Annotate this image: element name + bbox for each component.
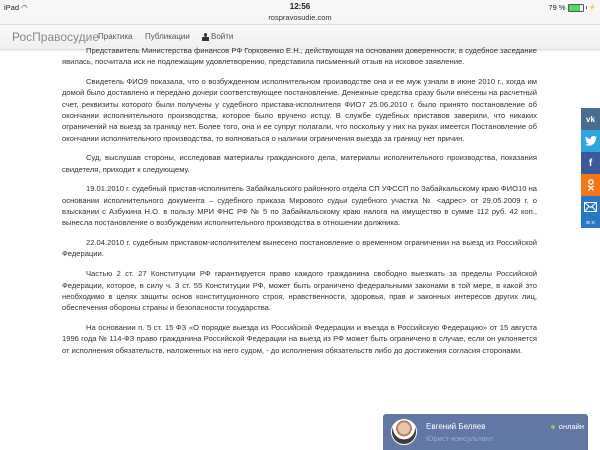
login-label: Войти bbox=[211, 32, 234, 41]
paragraph: Суд, выслушав стороны, исследовав материалы гражданского дела, материалы исполнительного производства, показания свидетеля, приходит к следующему. bbox=[62, 153, 537, 174]
ios-status-bar bbox=[0, 0, 600, 24]
battery-tip bbox=[586, 6, 587, 9]
consultant-role: Юрист-консультант bbox=[426, 434, 494, 443]
share-twitter-button[interactable] bbox=[581, 130, 600, 152]
consultant-avatar bbox=[391, 419, 417, 445]
status-right bbox=[548, 3, 596, 12]
email-icon bbox=[584, 202, 597, 212]
twitter-icon bbox=[585, 136, 597, 146]
wifi-icon: ◠ bbox=[21, 3, 28, 12]
battery-percent: 79 % bbox=[548, 3, 566, 12]
social-share-bar bbox=[581, 108, 600, 228]
share-vk-button[interactable] bbox=[581, 108, 600, 130]
device-label: iPad bbox=[4, 3, 20, 12]
status-time: 12:56 bbox=[289, 2, 311, 11]
facebook-icon: f bbox=[588, 157, 593, 169]
share-odnoklassniki-button[interactable] bbox=[581, 174, 600, 196]
share-bar-controls bbox=[581, 218, 600, 228]
odnoklassniki-icon bbox=[587, 179, 595, 191]
status-label: онлайн bbox=[558, 422, 584, 431]
charging-icon: ⚡ bbox=[588, 5, 596, 11]
nav-publications[interactable]: Публикации bbox=[145, 32, 190, 41]
nav-practice[interactable]: Практика bbox=[98, 32, 133, 41]
paragraph: Частью 2 ст. 27 Конституции РФ гарантируется право каждого гражданина свободно выезжать за пределы Российской Федерации, которое, в силу ч. 3 ст. 55 Конституции РФ, может быть ограничено федеральными законами в той мере, в какой это необходимо в целях защиты основ конституционного строя, нравственности, здоровья, прав и законных интересов других лиц, обеспечения обороны страны и безопасности государства. bbox=[62, 269, 537, 313]
consultant-chat-widget[interactable] bbox=[383, 414, 588, 450]
paragraph: На основании п. 5 ст. 15 ФЗ «О порядке выезда из Российской Федерации и въезда в Российскую Федерацию» от 15 августа 1996 года № 114-ФЗ право гражданина Российской Федерации на выезд из РФ может быть ограничено в случае, если он уклоняется от исполнения обязательств, наложенных на него судом, - до исполнения обязательств либо до достижения согласия сторонами. bbox=[62, 322, 537, 355]
share-email-button[interactable] bbox=[581, 196, 600, 218]
site-logo[interactable]: РосПравосудие bbox=[12, 30, 100, 44]
document-body bbox=[62, 45, 537, 364]
user-icon bbox=[202, 33, 209, 41]
paragraph: 22.04.2010 г. судебным приставом-исполнителем вынесено постановление о временном ограничении на выезд из Российской Федерации. bbox=[62, 238, 537, 259]
online-dot-icon bbox=[551, 425, 555, 429]
nav-login[interactable] bbox=[202, 32, 233, 41]
address-bar-url[interactable]: rospravosudie.com bbox=[268, 13, 332, 22]
menu-icon[interactable]: ≡ bbox=[585, 219, 590, 227]
paragraph: 19.01.2010 г. судебный пристав-исполнитель Забайкальского районного отдела СП УФССП по Забайкальскому краю ФИО10 на основании исполнительного документа – судебного приказа Мирового судьи судебного участка № <адрес> от 29.05.2009 г. о взыскании с Азбукина Н.О. в пользу МРИ ФНС РФ № 5 по Забайкальскому краю налога на имущество в сумме 112 руб. 42 коп., вынесла постановление о возбуждении исполнительного производства в отношении должника. bbox=[62, 184, 537, 228]
share-facebook-button[interactable] bbox=[581, 152, 600, 174]
paragraph: Представитель Министерства финансов РФ Горковенко Е.Н., действующая на основании доверенности, в судебное заседание явилась, посчитала иск не подлежащим удовлетворению, представила письменный отзыв на исковое заявление. bbox=[62, 46, 537, 67]
battery-icon bbox=[568, 4, 584, 12]
paragraph: Свидетель ФИО9 показала, что о возбужденном исполнительном производстве она и ее муж узнали в июне 2010 г., когда им домой было доставлено и передано дочери соответствующее постановление. Денежные средства сразу были внесены на расчетный счет, реквизиты которого были получены у судебного пристава-исполнителя ФИО7 25.06.2010 г. было принято постановление об окончании исполнительного производства, которое было вручено истцу. В службе судебных приставов заверили, что никаких ограничений на выезд за границу нет. Более того, она и ее супруг полагали, что поскольку у них на руках имеется Постановление об окончании исполнительного производства, то волноваться о наличии ограничения выезда за границу нет причин. bbox=[62, 77, 537, 143]
vk-icon: vk bbox=[586, 114, 595, 124]
consultant-name: Евгений Беляев bbox=[426, 422, 486, 431]
online-status bbox=[551, 422, 584, 431]
close-icon[interactable]: × bbox=[591, 219, 596, 227]
